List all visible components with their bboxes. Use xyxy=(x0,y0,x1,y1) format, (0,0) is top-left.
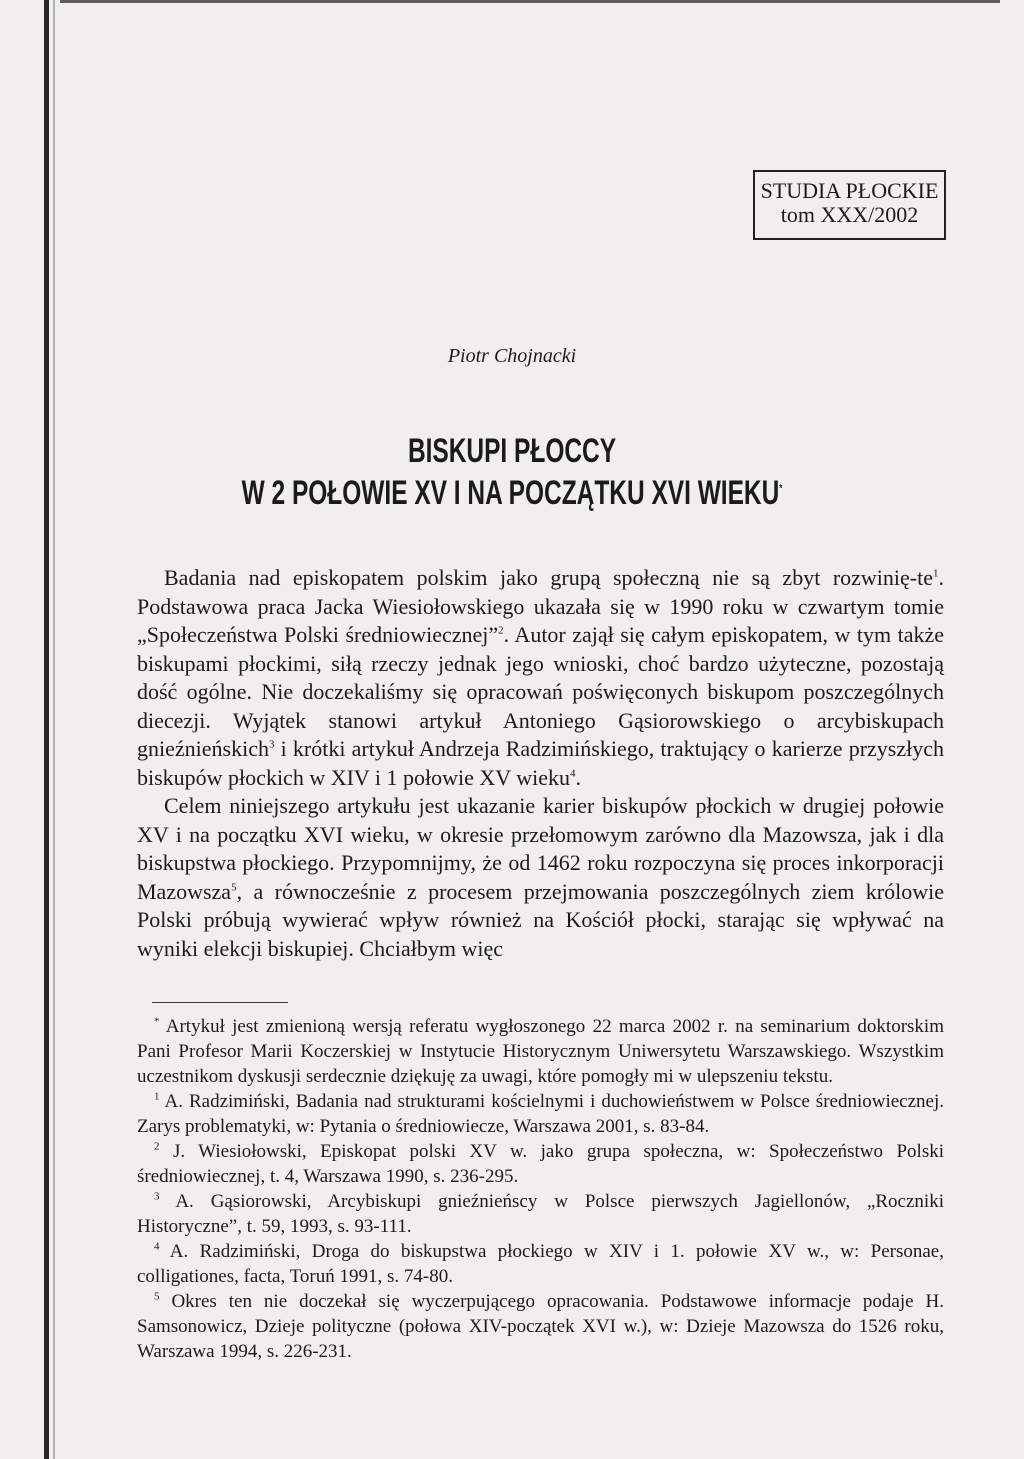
footnote-ref-4[interactable]: 4 xyxy=(570,767,576,780)
footnote-2: $^2$ J. Wiesiołowski, Episkopat polski XV w. jako grupa społeczna, w: Społeczeństwo Polski średniowiecznej, t. 4, Warszawa 1990, s. 236-295. xyxy=(137,1140,944,1187)
paragraph-2: Celem niniejszego artykułu jest ukazanie karier biskupów płockich w drugiej połowie XV i na początku XVI wieku, w okresie przełomowym zarówno dla Mazowsza, jak i dla biskupstwa płockiego. Przypomnijmy, że od 1462 roku rozpoczyna się proces inkorporacji Mazowsza$^5$, a równocześnie z procesem przejmowania poszczególnych ziem królowie Polski próbują wywierać wpływ również na Kościół płocki, starając się wpływać na wyniki elekcji biskupiej. Chciałbym więc xyxy=(137,793,944,961)
footnote-mark: 2 xyxy=(154,1140,160,1153)
footnote-ref-1[interactable]: 1 xyxy=(933,567,939,580)
article-title-line-2 xyxy=(143,474,880,513)
footnote-1: $^1$ A. Radzimiński, Badania nad strukturami kościelnymi i duchowieństwem w Polsce średniowiecznej. Zarys problematyki, w: Pytania o średniowiecze, Warszawa 2001, s. 83-84. xyxy=(137,1090,944,1137)
footnote-mark: 4 xyxy=(154,1240,160,1253)
footnote-5: $^5$ Okres ten nie doczekał się wyczerpującego opracowania. Podstawowe informacje podaje H. Samsonowicz, Dzieje polityczne (połowa XIV-początek XVI w.), w: Dzieje Mazowsza do 1526 roku, Warszawa 1994, s. 226-231. xyxy=(137,1290,944,1362)
title-line-2-text: W 2 POŁOWIE XV I NA POCZĄTKU XVI WIEKU xyxy=(241,474,780,512)
footnote-separator xyxy=(152,1002,288,1003)
footnote-mark: 5 xyxy=(154,1290,160,1303)
author-name: Piotr Chojnacki xyxy=(447,345,577,367)
title-footnote-marker: * xyxy=(779,482,783,495)
journal-name: STUDIA PŁOCKIE xyxy=(760,178,939,203)
article-body xyxy=(137,564,944,963)
footnote-ref-3[interactable]: 3 xyxy=(268,738,275,751)
footnotes-section xyxy=(137,1014,944,1364)
journal-info-box xyxy=(753,170,946,240)
footnote-3: $^3$ A. Gąsiorowski, Arcybiskupi gnieźnieńscy w Polsce pierwszych Jagiellonów, „Roczniki Historyczne”, t. 59, 1993, s. 93-111. xyxy=(137,1190,944,1237)
article-title-line-1: BISKUPI PŁOCCY xyxy=(407,432,617,470)
footnote-mark: * xyxy=(154,1015,160,1028)
journal-volume: tom XXX/2002 xyxy=(780,202,919,227)
footnote-ref-2[interactable]: 2 xyxy=(498,624,504,637)
footnote-mark: 3 xyxy=(154,1190,160,1203)
paragraph-1: Badania nad episkopatem polskim jako grupą społeczną nie są zbyt rozwinię-$te^1$. Podstawowa praca Jacka Wiesiołowskiego ukazała się w 1990 roku w czwartym tomie „Społeczeństwa Polski średniowiecznej”$^2$. Autor zajął się całym episkopatem, w tym także biskupami płockimi, siłą rzeczy jednak jego wnioski, choć bardzo użyteczne, pozostają dość ogólne. Nie doczekaliśmy się opracowań poświęconych biskupom poszczególnych diecezji. Wyjątek stanowi artykuł Antoniego Gąsiorowskiego o arcybiskupach gnieźnieńskich$^3$ i krótki artykuł Andrzeja Radzimińskiego, traktujący o karierze przyszłych biskupów płockich w XIV i 1 połowie XV wieku$^4$. xyxy=(137,565,944,790)
footnote-4: $^4$ A. Radzimiński, Droga do biskupstwa płockiego w XIV i 1. połowie XV w., w: Personae, colligationes, facta, Toruń 1991, s. 74-80. xyxy=(137,1240,944,1287)
footnote-star: * Artykuł jest zmienioną wersją referatu wygłoszonego 22 marca 2002 r. na seminarium doktorskim Pani Profesor Marii Koczerskiej w Instytucie Historycznym Uniwersytetu Warszawskiego. Wszystkim uczestnikom dyskusji serdecznie dziękuję za uwagi, które pomogły mi w ulepszeniu tekstu. xyxy=(137,1015,944,1087)
footnote-ref-5[interactable]: 5 xyxy=(231,881,237,894)
footnote-mark: 1 xyxy=(154,1090,160,1103)
